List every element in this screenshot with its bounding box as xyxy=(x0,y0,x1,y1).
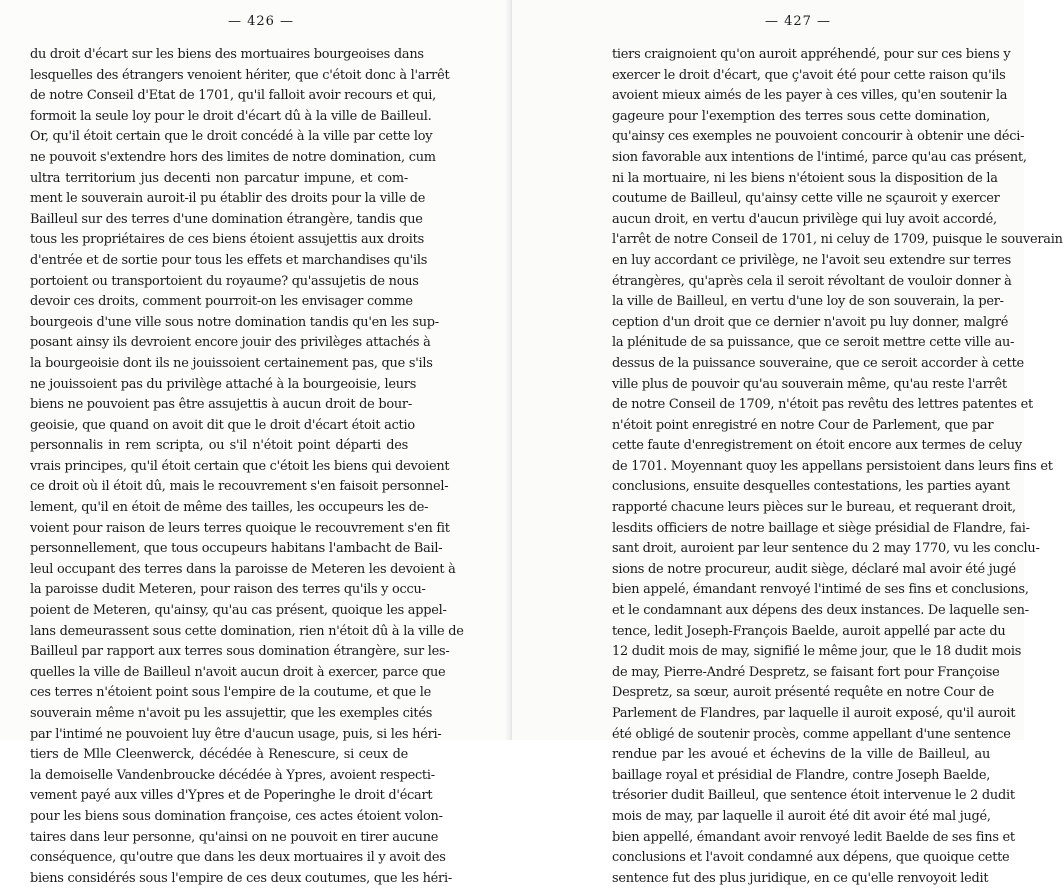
text-line: la demoiselle Vandenbroucke décédée à Ypres, avoient respecti- xyxy=(30,767,435,783)
text-line: par l'intimé ne pouvoient luy être d'aucun usage, puis, si les héri- xyxy=(30,726,442,742)
text-line: conséquence, qu'outre que dans les deux mortuaires il y avoit des xyxy=(30,850,446,866)
text-line: en luy accordant ce privilège, ne l'avoit seu extendre sur terres xyxy=(612,252,1012,268)
text-line: lesquelles des étrangers venoient hériter, que c'étoit donc à l'arrêt xyxy=(30,67,450,83)
text-line: été obligé de soutenir procès, comme appellant d'une sentence xyxy=(612,726,1011,742)
text-line: l'arrêt de notre Conseil de 1701, ni celuy de 1709, puisque le souverain xyxy=(612,232,1063,248)
text-line: tence, ledit Joseph-François Baelde, auroit appellé par acte du xyxy=(612,623,1006,639)
text-line: la ville de Bailleul, en vertu d'une loy de son souverain, la per- xyxy=(612,294,1004,310)
right-text-column xyxy=(612,45,1063,889)
text-line: quelles la ville de Bailleul n'avoit aucun droit à exercer, parce que xyxy=(30,664,446,680)
text-line: d'entrée et de sortie pour tous les effets et marchandises qu'ils xyxy=(30,252,428,268)
text-line: et le condamnant aux dépens des deux instances. De laquelle sen- xyxy=(612,603,1029,619)
text-line: sentence fut des plus juridique, en ce qu'elle renvoyoit ledit xyxy=(612,870,989,886)
right-page-number: — 427 — xyxy=(764,14,832,29)
text-line: de 1701. Moyennant quoy les appellans persistoient dans leurs fins et xyxy=(612,458,1053,474)
text-line: leul occupant des terres dans la paroisse de Meteren les devoient à xyxy=(30,561,456,577)
text-line: Bailleul sur des terres d'une domination étrangère, tandis que xyxy=(30,211,423,227)
text-line: devoir ces droits, comment pourroit-on les envisager comme xyxy=(30,294,413,310)
text-line: ne pouvoit s'extendre hors des limites de notre domination, cum xyxy=(30,149,436,165)
text-line: lans demeurassent sous cette domination, rien n'étoit dû à la ville de xyxy=(30,623,464,639)
text-line: la bourgeoisie dont ils ne jouissoient certainement pas, que s'ils xyxy=(30,355,433,371)
text-line: ni la mortuaire, ni les biens n'étoient sous la disposition de la xyxy=(612,170,998,186)
text-line: taires dans leur personne, qu'ainsi on ne pouvoit en tirer aucune xyxy=(30,829,439,845)
text-line: Parlement de Flandres, par laquelle il auroit exposé, qu'il auroit xyxy=(612,706,1016,721)
text-line: personnalis in rem scripta, ou s'il n'étoit point départi des xyxy=(30,438,408,454)
text-line: du droit d'écart sur les biens des mortuaires bourgeoises dans xyxy=(30,47,424,62)
text-line: lement, qu'il en étoit de même des tailles, les occupeurs les de- xyxy=(30,500,429,516)
text-line: ville plus de pouvoir qu'au souverain même, qu'au reste l'arrêt xyxy=(612,376,1007,392)
text-line: rapporté chacune leurs pièces sur le bureau, et requerant droit, xyxy=(612,500,1016,516)
text-line: tous les propriétaires de ces biens étoient assujettis aux droits xyxy=(30,232,424,248)
right-page xyxy=(512,0,1063,886)
text-line: la plénitude de sa puissance, que ce seroit mettre cette ville au- xyxy=(612,335,1015,351)
text-line: coutume de Bailleul, qu'ainsy cette ville ne sçauroit y exercer xyxy=(612,191,1000,207)
text-line: ce droit où il étoit dû, mais le recouvrement s'en faisoit personnel- xyxy=(30,479,449,495)
text-line: vement payé aux villes d'Ypres et de Poperinghe le droit d'écart xyxy=(30,788,433,804)
text-line: qu'ainsy ces exemples ne pouvoient concourir à obtenir une déci- xyxy=(612,129,1025,145)
text-line: pour les biens sous domination françoise, ces actes étoient volon- xyxy=(30,808,443,824)
text-line: tiers de Mlle Cleenwerck, décédée à Renescure, si ceux de xyxy=(30,747,408,763)
text-line: personnellement, que tous occupeurs habitans l'ambacht de Bail- xyxy=(30,541,443,557)
text-line: aucun droit, en vertu d'aucun privilège qui luy avoit accordé, xyxy=(612,211,997,227)
text-line: 12 dudit mois de may, signifié le même jour, que le 18 dudit mois xyxy=(612,644,1022,660)
text-line: dessus de la puissance souveraine, que ce seroit accorder à cette xyxy=(612,355,1024,371)
text-line: vrais principes, qu'il étoit certain que c'étoit les biens qui devoient xyxy=(30,458,450,474)
text-line: formoit la seule loy pour le droit d'écart dû à la ville de Bailleul. xyxy=(30,108,432,124)
text-line: sion favorable aux intentions de l'intimé, parce qu'au cas présent, xyxy=(612,149,1027,165)
text-line: la paroisse dudit Meteren, pour raison des terres qu'ils y occu- xyxy=(30,582,426,598)
text-line: geoisie, que quand on avoit dit que le droit d'écart étoit actio xyxy=(30,417,415,433)
text-line: de may, Pierre-André Despretz, se faisant fort pour Françoise xyxy=(612,664,1000,680)
text-line: trésorier dudit Bailleul, que sentence étoit intervenue le 2 dudit xyxy=(612,788,1015,804)
text-line: de notre Conseil d'Etat de 1701, qu'il falloit avoir recours et qui, xyxy=(30,88,436,104)
text-line: ception d'un droit que ce dernier n'avoit pu luy donner, malgré xyxy=(612,314,1009,330)
left-page xyxy=(0,0,512,886)
text-line: baillage royal et présidial de Flandre, contre Joseph Baelde, xyxy=(612,767,991,783)
text-line: voient pour raison de leurs terres quoique le recouvrement s'en fit xyxy=(30,520,450,536)
text-line: lesdits officiers de notre baillage et siège présidial de Flandre, fai- xyxy=(612,520,1030,536)
text-line: souverain même n'avoit pu les assujettir, que les exemples cités xyxy=(30,706,433,721)
text-line: bourgeois d'une ville sous notre domination tandis qu'en les sup- xyxy=(30,314,439,330)
text-line: ultra territorium jus decenti non parcatur impune, et com- xyxy=(30,170,408,186)
text-line: bien appelé, émandant renvoyé l'intimé de ses fins et conclusions, xyxy=(612,582,1029,598)
text-line: sions de notre procureur, audit siège, déclaré mal avoir été jugé xyxy=(612,561,1016,577)
text-line: poient de Meteren, qu'ainsy, qu'au cas présent, quoique les appel- xyxy=(30,603,447,619)
text-line: portoient ou transportoient du royaume? qu'assujetis de nous xyxy=(30,273,419,289)
text-line: ces terres n'étoient point sous l'empire de la coutume, et que le xyxy=(30,685,432,701)
text-line: Or, qu'il étoit certain que le droit concédé à la ville par cette loy xyxy=(30,129,433,145)
text-line: sant droit, auroient par leur sentence du 2 may 1770, vu les conclu- xyxy=(612,541,1040,557)
text-line: biens considérés sous l'empire de ces deux coutumes, que les héri- xyxy=(30,870,452,886)
text-line: bien appellé, émandant avoir renvoyé ledit Baelde de ses fins et xyxy=(612,829,1015,845)
text-line: Despretz, sa sœur, auroit présenté requête en notre Cour de xyxy=(612,685,994,701)
text-line: avoient mieux aimés de les payer à ces villes, qu'en soutenir la xyxy=(612,88,1008,104)
text-line: rendue par les avoué et échevins de la ville de Bailleul, au xyxy=(612,747,990,763)
text-line: ment le souverain auroit-il pu établir des droits pour la ville de xyxy=(30,191,426,207)
text-line: étrangères, qu'après cela il seroit révoltant de vouloir donner à xyxy=(612,273,1012,289)
text-line: posant ainsy ils devroient encore jouir des privilèges attachés à xyxy=(30,335,431,351)
text-line: tiers craignoient qu'on auroit appréhendé, pour sur ces biens y xyxy=(612,47,1011,62)
left-page-number: — 426 — xyxy=(227,14,295,29)
text-line: mois de may, par laquelle il auroit été dit avoir été mal jugé, xyxy=(612,808,991,824)
text-line: ne jouissoient pas du privilège attaché à la bourgeoisie, leurs xyxy=(30,376,417,392)
text-line: de notre Conseil de 1709, n'étoit pas revêtu des lettres patentes et xyxy=(612,397,1033,413)
text-line: conclusions, ensuite desquelles contestations, les parties ayant xyxy=(612,479,1010,495)
text-line: conclusions et l'avoit condamné aux dépens, que quoique cette xyxy=(612,850,1010,866)
text-line: n'étoit point enregistré en notre Cour de Parlement, que par xyxy=(612,417,994,433)
text-line: cette faute d'enregistrement on étoit encore aux termes de celuy xyxy=(612,438,1022,454)
text-line: biens ne pouvoient pas être assujettis à aucun droit de bour- xyxy=(30,397,412,413)
text-line: gageure pour l'exemption des terres sous cette domination, xyxy=(612,108,990,124)
text-line: Bailleul par rapport aux terres sous domination étrangère, sur les- xyxy=(30,644,450,660)
left-text-column xyxy=(30,45,464,889)
text-line: exercer le droit d'écart, que ç'avoit été pour cette raison qu'ils xyxy=(612,67,1006,83)
